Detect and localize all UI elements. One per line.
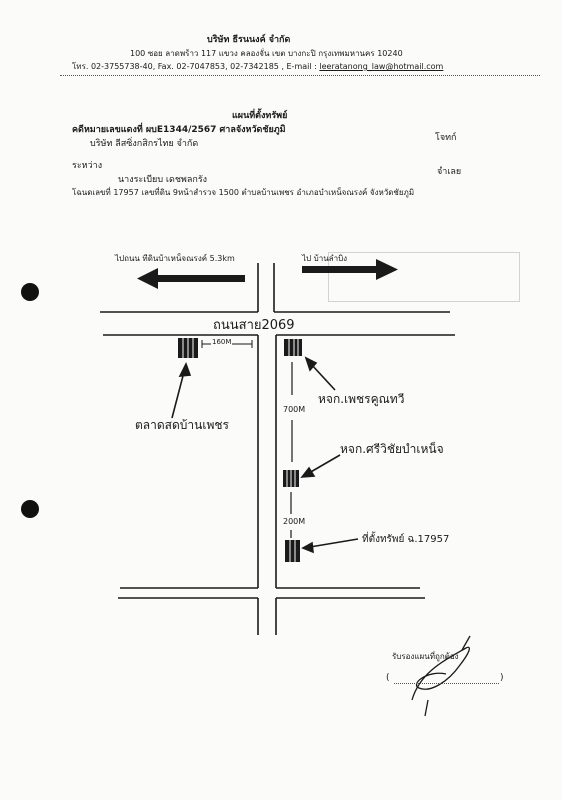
company-name: บริษัท ธีรนนงค์ จำกัด bbox=[207, 35, 291, 45]
property-label: ที่ตั้งทรัพย์ ฉ.17957 bbox=[362, 534, 450, 545]
left-direction-arrow-shaft bbox=[155, 275, 245, 282]
between-label: ระหว่าง bbox=[72, 161, 103, 171]
road-name: ถนนสาย2069 bbox=[213, 318, 295, 333]
property-pointer-arrow bbox=[310, 539, 358, 547]
document-title: แผนที่ตั้งทรัพย์ bbox=[232, 111, 288, 121]
market-pointer-arrow bbox=[172, 372, 184, 418]
signature-close-paren: ) bbox=[500, 673, 504, 683]
company-contact: โทร. 02-3755738-40, Fax. 02-7047853, 02-7342185 , E-mail : leeratanong_law@hotmail.com bbox=[72, 62, 444, 71]
defendant-name: นางระเบียบ เดชพลกรัง bbox=[118, 175, 208, 185]
right-direction-arrow-shaft bbox=[302, 266, 378, 273]
landmark1-building-icon bbox=[284, 339, 302, 356]
landmark1-label: หจก.เพชรคูณทวี bbox=[318, 392, 405, 406]
signature-line bbox=[394, 683, 499, 684]
right-direction-label: ไป บ้านลำบิง bbox=[302, 254, 348, 263]
distance-700: 700M bbox=[283, 405, 306, 414]
signature-open-paren: ( bbox=[386, 673, 390, 683]
signature bbox=[412, 636, 470, 716]
defendant-role: จำเลย bbox=[437, 167, 462, 177]
left-direction-arrow-head bbox=[137, 268, 158, 289]
market-label: ตลาดสดบ้านเพชร bbox=[135, 418, 229, 432]
landmark1-pointer-arrow bbox=[311, 364, 335, 390]
email-link[interactable]: leeratanong_law@hotmail.com bbox=[319, 62, 444, 71]
case-number: คดีหมายเลขแดงที่ ผบE1344/2567 ศาลจังหวัดชัยภูมิ bbox=[72, 125, 286, 135]
plaintiff-name: บริษัท ลีสซิ่งกสิกรไทย จำกัด bbox=[90, 139, 199, 149]
property-building-icon bbox=[285, 540, 300, 562]
left-direction-label: ไปถนน ทีดินบ้าเหน็จณรงค์ 5.3km bbox=[115, 254, 235, 263]
plaintiff-role: โจทก์ bbox=[435, 133, 457, 143]
distance-200: 200M bbox=[283, 517, 306, 526]
company-address: 100 ซอย ลาดพร้าว 117 แขวง คลองจั่น เขต บางกะปิ กรุงเทพมหานคร 10240 bbox=[130, 49, 403, 58]
landmark2-label: หจก.ศรีวิชัยบำเหน็จ bbox=[340, 442, 444, 456]
certification-label: รับรองแผนที่ถูกต้อง bbox=[392, 652, 459, 661]
right-direction-arrow-head bbox=[376, 259, 398, 280]
distance-160: 160M bbox=[212, 338, 232, 346]
landmark2-pointer-arrow bbox=[309, 455, 340, 473]
property-description: โฉนดเลขที่ 17957 เลขที่ดิน 9หน้าสำรวจ 1500 ตำบลบ้านเพชร อำเภอบำเหน็จณรงค์ จังหวัดชัยภูมิ bbox=[72, 188, 415, 197]
